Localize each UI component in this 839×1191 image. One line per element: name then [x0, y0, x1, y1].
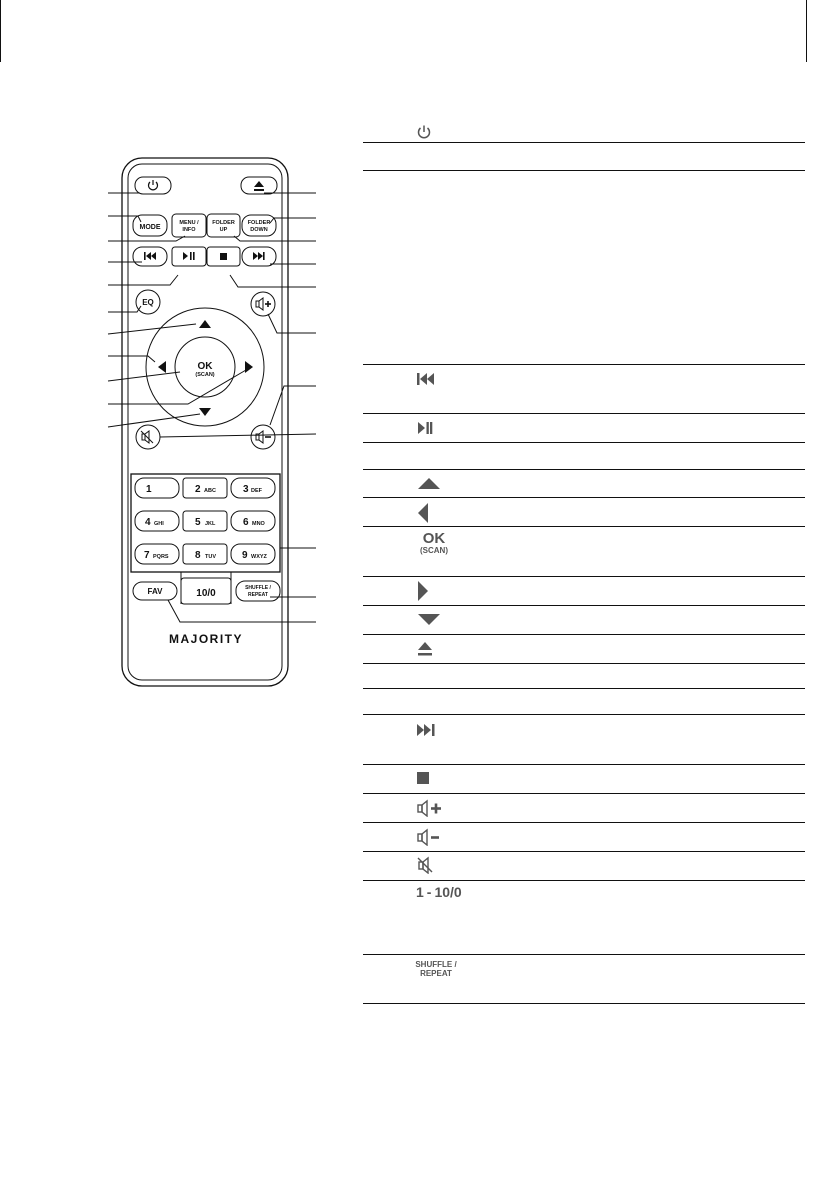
table-rule: [363, 634, 805, 635]
svg-text:2: 2: [195, 484, 201, 495]
svg-text:GHI: GHI: [154, 521, 164, 527]
table-scan-text: (SCAN): [420, 546, 448, 555]
remote-menu-label-2: INFO: [182, 227, 196, 233]
crop-mark: [0, 0, 1, 62]
remote-folder-down-label-2: DOWN: [250, 227, 268, 233]
table-rule: [363, 605, 805, 606]
svg-text:3: 3: [243, 484, 249, 495]
table-ok-icon: [416, 531, 452, 555]
table-next-icon: [416, 723, 456, 737]
table-repeat-text: REPEAT: [420, 969, 452, 979]
svg-text:5: 5: [195, 517, 201, 528]
table-rule: [363, 170, 805, 171]
table-rule: [363, 469, 805, 470]
table-rule: [363, 688, 805, 689]
table-rule: [363, 364, 805, 365]
table-rule: [363, 851, 805, 852]
table-rule: [363, 793, 805, 794]
table-stop-icon: [416, 771, 456, 785]
remote-shuffle-label-1: SHUFFLE /: [245, 585, 271, 591]
svg-text:WXYZ: WXYZ: [251, 554, 267, 560]
table-rule: [363, 1003, 805, 1004]
table-mute-icon: [416, 856, 456, 874]
table-play-pause-icon: [416, 421, 456, 435]
table-shuffle-repeat-label: [414, 960, 458, 978]
svg-text:8: 8: [195, 550, 201, 561]
remote-scan-label: (SCAN): [195, 372, 215, 378]
remote-fav-label: FAV: [147, 587, 163, 596]
table-rule: [363, 714, 805, 715]
table-number-keys-label: [416, 884, 476, 900]
table-ok-text: OK: [422, 530, 446, 547]
table-rule: [363, 576, 805, 577]
table-right-arrow-icon: [416, 580, 456, 602]
table-down-arrow-icon: [416, 613, 456, 627]
keypad-key-10-0-label: 10/0: [196, 588, 216, 599]
svg-text:JKL: JKL: [205, 521, 216, 527]
remote-brand-logo: MAJORITY: [168, 632, 244, 646]
table-power-icon: [416, 124, 456, 140]
svg-text:6: 6: [243, 517, 249, 528]
svg-text:TUV: TUV: [205, 554, 216, 560]
table-eject-icon: [416, 641, 456, 657]
svg-text:4: 4: [145, 517, 151, 528]
svg-text:PQRS: PQRS: [153, 554, 169, 560]
table-number-dash: -: [426, 884, 432, 900]
table-rule: [363, 413, 805, 414]
table-rule: [363, 764, 805, 765]
table-number-start: 1: [416, 884, 424, 900]
table-rule: [363, 954, 805, 955]
svg-text:ABC: ABC: [204, 488, 216, 494]
svg-text:1: 1: [146, 484, 152, 495]
table-vol-up-icon: [416, 799, 456, 817]
table-rule: [363, 142, 805, 143]
svg-text:7: 7: [144, 550, 150, 561]
remote-folder-down-label-1: FOLDER: [247, 220, 271, 226]
table-prev-icon: [416, 372, 456, 386]
table-up-arrow-icon: [416, 476, 456, 490]
table-rule: [363, 822, 805, 823]
table-shuffle-text: SHUFFLE /: [415, 960, 457, 969]
table-left-arrow-icon: [416, 502, 456, 524]
crop-mark: [806, 0, 807, 62]
table-number-end: 10/0: [434, 884, 462, 900]
remote-folder-up-label-1: FOLDER: [212, 220, 235, 226]
svg-text:9: 9: [242, 550, 248, 561]
remote-ok-label: OK: [197, 361, 213, 372]
table-rule: [363, 880, 805, 881]
remote-folder-up-label-2: UP: [219, 227, 228, 233]
table-rule: [363, 442, 805, 443]
svg-text:DEF: DEF: [251, 488, 262, 494]
svg-text:MNO: MNO: [252, 521, 265, 527]
remote-menu-label-1: MENU /: [179, 220, 199, 226]
remote-shuffle-label-2: REPEAT: [248, 592, 268, 598]
remote-eq-label: EQ: [142, 298, 154, 307]
table-vol-down-icon: [416, 828, 456, 846]
table-rule: [363, 497, 805, 498]
table-rule: [363, 663, 805, 664]
remote-mode-label: MODE: [139, 224, 161, 231]
table-rule: [363, 526, 805, 527]
